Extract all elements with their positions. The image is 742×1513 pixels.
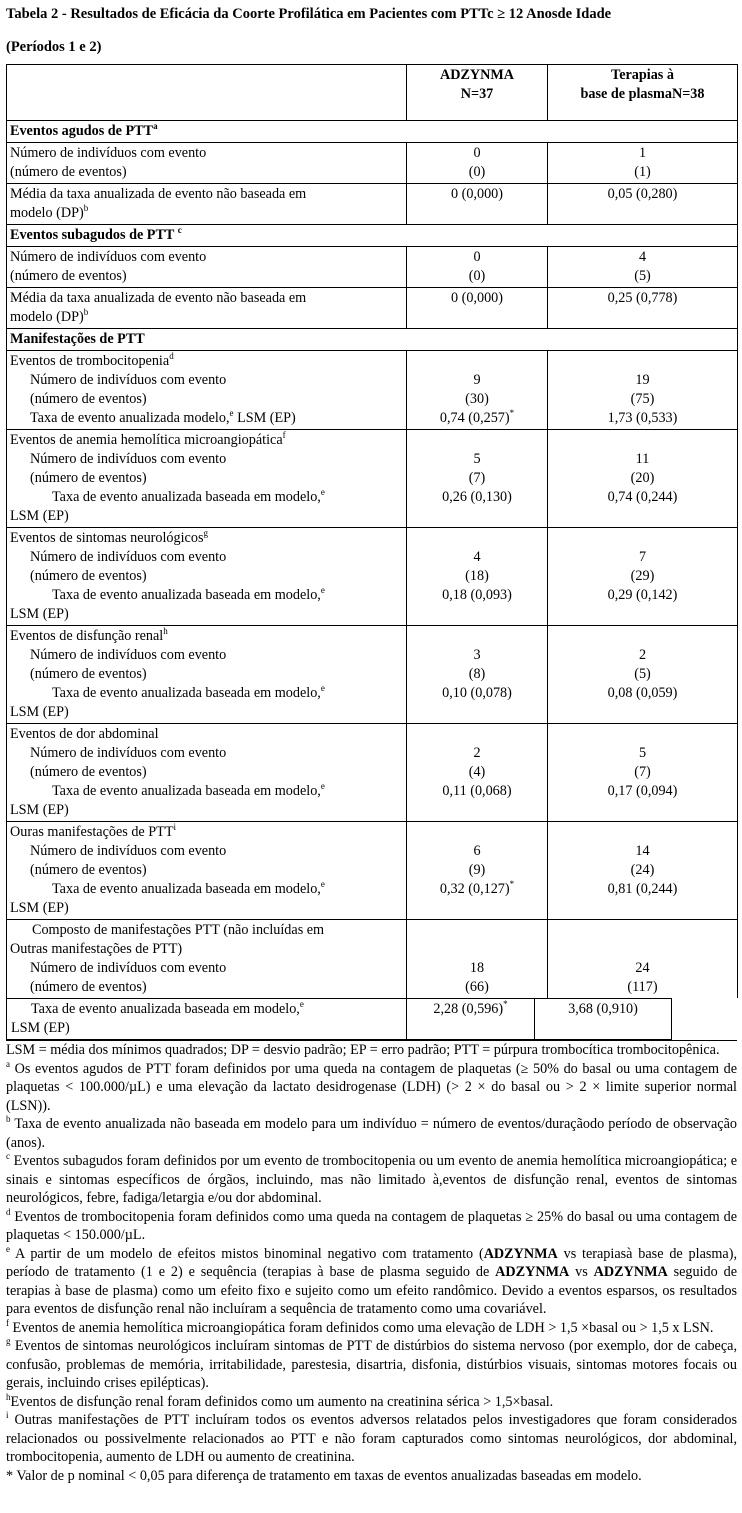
footnote-i: $^i$ Outras manifestações de PTT incluíram todos os eventos adversos relatados pelos investigadores que foram considerados relacionados ou possivelmente relacionados ao PTT e não foram capturados como sintomas neurológicos, dor abdominal, trombocitopenia, aumento de LDH ou aumento de creatinina. [6,1410,737,1465]
footnote-h: $^h$Eventos de disfunção renal foram definidos como um aumento na creatinina sérica > 1,5×basal. [6,1391,554,1410]
table-row: Composto de manifestações PTT (não incluídas em Outras manifestações de PTT) Número de indivíduos com evento (número de eventos) 18 (66) 24 (117) [7,920,738,999]
footnote-a: $^a$ Os eventos agudos de PTT foram definidos por uma queda na contagem de plaquetas (≥ 50% do basal ou uma contagem de plaquetas < 100.000/µL) e uma elevação da lactato desidrogenase (LDH) (> 2 × do basal ou > 2 × limite superior normal (LSN)). [6,1058,737,1114]
footnote-abbrev: LSM = média dos mínimos quadrados; DP = desvio padrão; EP = erro padrão; PTT = púrpura trombocítica trombocitopênica. [6,1042,720,1058]
footnotes [6,1041,737,1485]
footnote-c: $^c$ Eventos subagudos foram definidos por um evento de trombocitopenia ou um evento de anemia hemolítica microangiopática; e sinais e sintomas específicos de órgãos, incluindo, mas não limitado à,eventos de disfunção renal, eventos de sintomas neurológicos, febre, fadiga/letargia e/ou dor abdominal. [6,1151,738,1206]
table-row: Eventos de dor abdominal Número de indivíduos com evento (número de eventos) Taxa de evento anualizada baseada em modelo,$^e$ LSM (EP) 2 (4) 0,11 (0,068) 5 (7) 0,17 (0,094) [7,724,738,822]
header-plasma: Terapias à base de plasmaN=38 [548,65,738,121]
efficacy-table [6,64,738,998]
table-row: Eventos de trombocitopenia$^d$ Número de indivíduos com evento (número de eventos) Taxa de evento anualizada modelo,$^e$ LSM (EP) 9 (30) 0,74 (0,257)* 19 (75) 1,73 (0,533) [7,351,738,430]
table-row: Número de indivíduos com evento (número de eventos) 0 (0) 1 (1) [7,143,738,184]
table-subtitle: (Períodos 1 e 2) [6,39,102,55]
section-row: Eventos subagudos de PTT $^c$ [7,225,738,247]
header-row [7,65,738,121]
table-row: Taxa de evento anualizada baseada em modelo,$^e$ LSM (EP) 2,28 (0,596)* 3,68 (0,910) [7,999,672,1040]
footnote-g: $^g$ Eventos de sintomas neurológicos incluíram sintomas de PTT de distúrbios do sistema nervoso (por exemplo, dor de cabeça, confusão, problemas de memória, irritabilidade, parestesia, disartria, disfonia, distúrbios visuais, sintomas motores focais ou gerais, incluindo crises epilépticas). [6,1336,737,1391]
table-row: Eventos de disfunção renal$^h$ Número de indivíduos com evento (número de eventos) Taxa de evento anualizada baseada em modelo,$^e$ LSM (EP) 3 (8) 0,10 (0,078) 2 (5) 0,08 (0,059) [7,626,738,724]
table-row: Média da taxa anualizada de evento não baseada em modelo (DP)$^b$ 0 (0,000) 0,05 (0,280) [7,184,738,225]
footnote-f: $^f$ Eventos de anemia hemolítica microangiopática foram definidos como uma elevação de LDH > 1,5 ×basal ou > 1,5 x LSN. [6,1317,714,1336]
footnote-e: $^e$ A partir de um modelo de efeitos mistos binominal negativo com tratamento (ADZYNMA vs terapiasà base de plasma), período de tratamento (1 e 2) e sequência (terapias à base de plasma seguido de ADZYNMA vs ADZYNMA seguido de terapias à base de plasma) como um efeito fixo e sujeito como um efeito randômico. Devido a eventos esparsos, os resultados para eventos de disfunção renal não incluíram a sequência de tratamento como uma covariável. [6,1243,737,1317]
table-row: Número de indivíduos com evento (número de eventos) 0 (0) 4 (5) [7,247,738,288]
table-row: Eventos de sintomas neurológicos$^g$ Número de indivíduos com evento (número de eventos) Taxa de evento anualizada baseada em modelo,$^e$ LSM (EP) 4 (18) 0,18 (0,093) 7 (29) 0,29 (0,142) [7,528,738,626]
footnote-b: $^b$ Taxa de evento anualizada não baseada em modelo para um indivíduo = número de eventos/duraçãodo período de observação (anos). [6,1114,737,1151]
footnote-star: * Valor de p nominal < 0,05 para diferença de tratamento em taxas de eventos anualizadas baseadas em modelo. [6,1467,642,1484]
footnote-d: $^d$ Eventos de trombocitopenia foram definidos como uma queda na contagem de plaquetas ≥ 25% do basal ou uma contagem de plaquetas < 150.000/µL. [6,1206,737,1243]
table-row: Ouras manifestações de PTT$^i$ Número de indivíduos com evento (número de eventos) Taxa de evento anualizada baseada em modelo,$^e$ LSM (EP) 6 (9) 0,32 (0,127)* 14 (24) 0,81 (0,244) [7,822,738,920]
table-row: Eventos de anemia hemolítica microangiopática$^f$ Número de indivíduos com evento (número de eventos) Taxa de evento anualizada baseada em modelo,$^e$ LSM (EP) 5 (7) 0,26 (0,130) 11 (20) 0,74 (0,244) [7,430,738,528]
header-adzynma: ADZYNMA N=37 [407,65,548,121]
composite-rate-table [6,998,672,1040]
section-row: Eventos agudos de PTT$^a$ [7,121,738,143]
section-row: Manifestações de PTT [7,329,738,351]
table-title: Tabela 2 - Resultados de Eficácia da Coorte Profilática em Pacientes com PTTc ≥ 12 Anosde Idade [6,6,612,22]
table-row: Média da taxa anualizada de evento não baseada em modelo (DP)$^b$ 0 (0,000) 0,25 (0,778) [7,288,738,329]
